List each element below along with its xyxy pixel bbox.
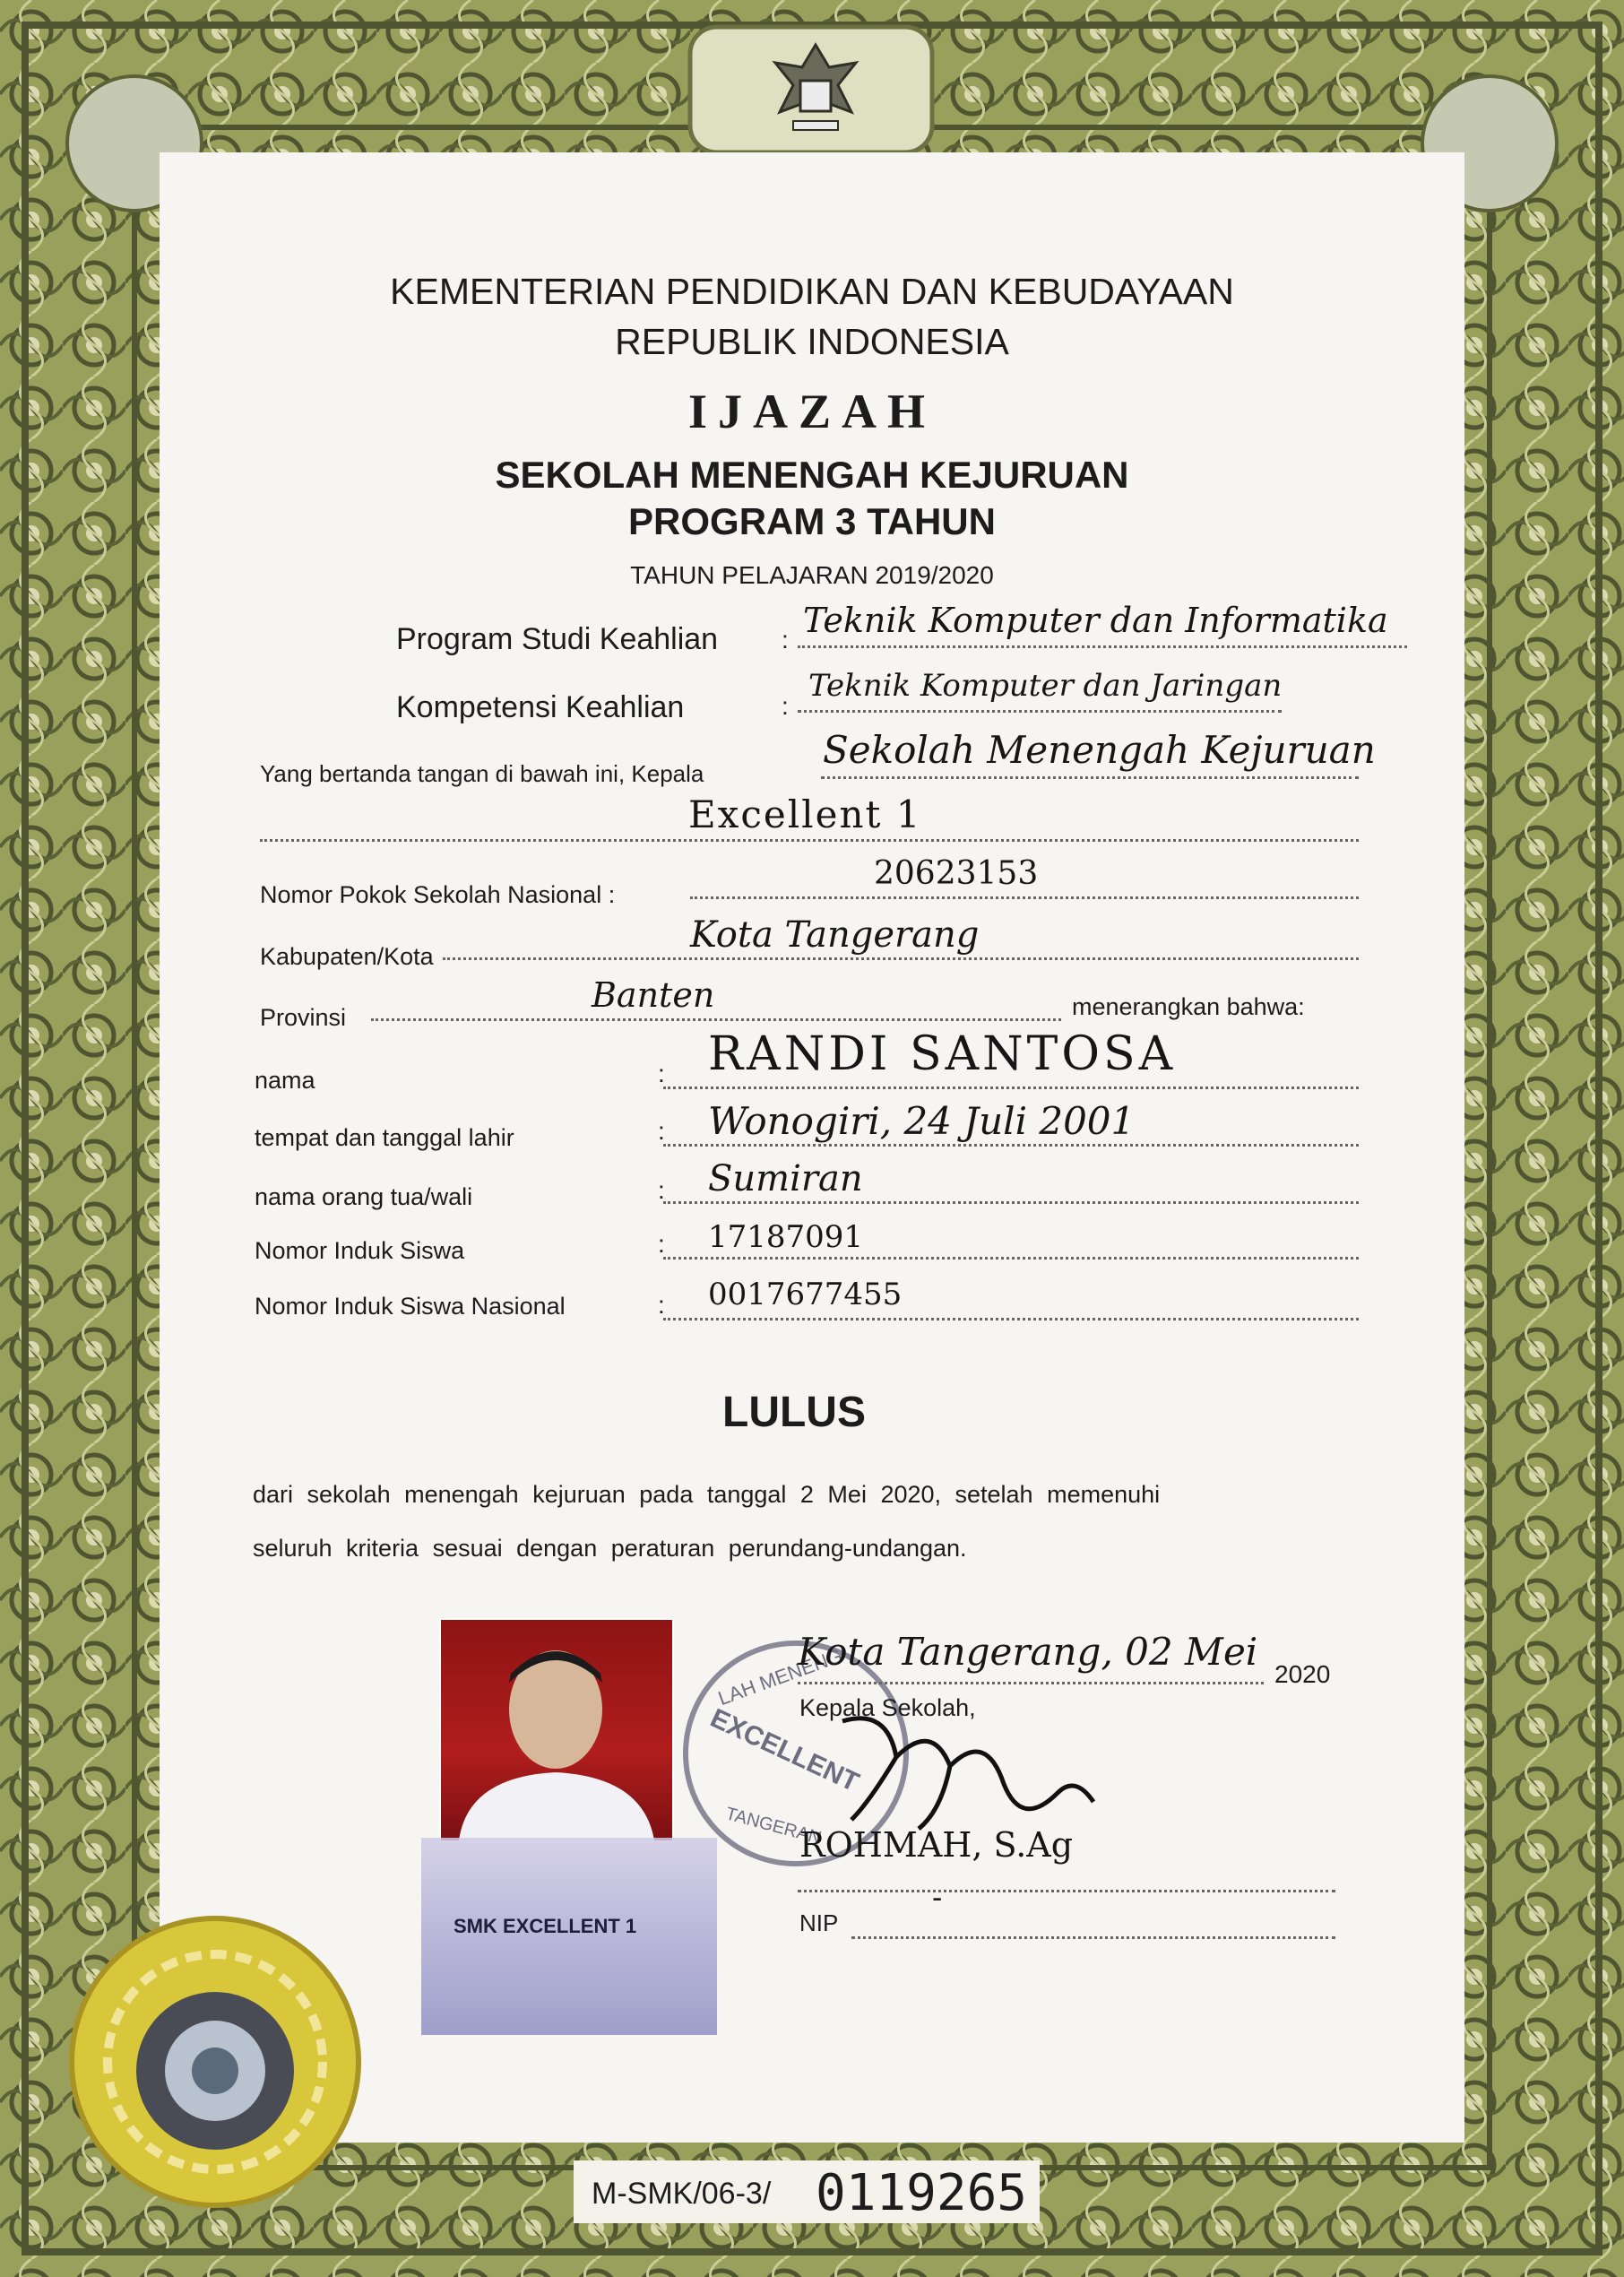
stamp-text-top: LAH MENENG [714, 1643, 846, 1710]
nisn-value: 0017677455 [708, 1277, 903, 1312]
dotted-line [663, 1318, 1359, 1320]
ministry-line-1: KEMENTERIAN PENDIDIKAN DAN KEBUDAYAAN [390, 271, 1234, 312]
nis-value: 17187091 [708, 1219, 864, 1255]
states-text: menerangkan bahwa: [1072, 993, 1305, 1020]
colon: : [658, 1176, 665, 1204]
npsn-value: 20623153 [874, 855, 1039, 892]
colon: : [782, 626, 789, 654]
dotted-line [798, 645, 1407, 648]
nip-label: NIP [799, 1909, 839, 1936]
dotted-line [663, 1144, 1359, 1147]
stamp-text-middle: EXCELLENT [705, 1702, 864, 1798]
competence-label: Kompetensi Keahlian [396, 690, 685, 724]
province-label: Provinsi [260, 1004, 347, 1031]
sign-place-date: Kota Tangerang, 02 Mei [798, 1630, 1258, 1674]
colon: : [782, 692, 789, 720]
dotted-line [443, 957, 1359, 960]
nis-label: Nomor Induk Siswa [255, 1237, 465, 1264]
dotted-line [690, 896, 1359, 899]
dotted-line [798, 710, 1282, 713]
colon: : [658, 1117, 665, 1145]
signer-name: ROHMAH, S.Ag [799, 1825, 1074, 1865]
signer-role: Kepala Sekolah, [799, 1694, 976, 1721]
school-type-value: Sekolah Menengah Kejuruan [823, 728, 1376, 772]
school-type-line-2: PROGRAM 3 TAHUN [628, 500, 996, 542]
birth-label: tempat dan tanggal lahir [255, 1124, 514, 1151]
document-title: IJAZAH [687, 385, 937, 438]
serial-number-box [574, 2160, 1040, 2223]
regency-label: Kabupaten/Kota [260, 943, 434, 970]
photo-caption: SMK EXCELLENT 1 [454, 1915, 637, 1937]
dotted-line [798, 1890, 1335, 1892]
colon: : [658, 1230, 665, 1258]
colon: : [658, 1060, 665, 1087]
colon: : [658, 1291, 665, 1319]
dotted-line [260, 839, 1359, 842]
study-program-label: Program Studi Keahlian [396, 622, 719, 656]
serial-number: 0119265 [816, 2164, 1028, 2222]
dotted-line [851, 1936, 1335, 1939]
garuda-emblem-icon [766, 36, 865, 143]
study-program-value: Teknik Komputer dan Informatika [803, 601, 1388, 640]
nip-value: - [932, 1881, 943, 1915]
dotted-line [821, 776, 1359, 779]
serial-prefix: M-SMK/06-3/ [592, 2177, 772, 2211]
school-name: Excellent 1 [688, 792, 922, 836]
student-name-label: nama [255, 1067, 315, 1094]
gold-seal-icon [63, 1909, 367, 2214]
dotted-line [371, 1018, 1061, 1021]
student-name-value: RANDI SANTOSA [708, 1027, 1177, 1081]
parent-value: Sumiran [708, 1158, 863, 1199]
dotted-line [663, 1087, 1359, 1089]
npsn-label: Nomor Pokok Sekolah Nasional : [260, 881, 616, 908]
dotted-line [798, 1682, 1264, 1684]
parent-label: nama orang tua/wali [255, 1183, 473, 1210]
province-value: Banten [592, 975, 715, 1015]
statement-line-2: seluruh kriteria sesuai dengan peraturan perundang-undangan. [253, 1535, 967, 1562]
signer-intro: Yang bertanda tangan di bawah ini, Kepala [260, 760, 704, 787]
school-type-line-1: SEKOLAH MENENGAH KEJURUAN [495, 454, 1129, 496]
regency-value: Kota Tangerang [690, 914, 980, 956]
ministry-line-2: REPUBLIK INDONESIA [615, 321, 1009, 362]
birth-value: Wonogiri, 24 Juli 2001 [708, 1099, 1136, 1143]
dotted-line [663, 1257, 1359, 1260]
handwritten-signature [834, 1703, 1102, 1838]
dotted-line [663, 1201, 1359, 1204]
academic-year: TAHUN PELAJARAN 2019/2020 [630, 561, 994, 589]
competence-value: Teknik Komputer dan Jaringan [808, 668, 1283, 704]
sign-year: 2020 [1274, 1660, 1331, 1688]
graduation-status: LULUS [722, 1389, 866, 1436]
statement-line-1: dari sekolah menengah kejuruan pada tanggal 2 Mei 2020, setelah memenuhi [253, 1481, 1161, 1508]
student-photo [439, 1618, 674, 1842]
stamp-text-bottom: TANGERAN [723, 1804, 824, 1848]
nisn-label: Nomor Induk Siswa Nasional [255, 1293, 566, 1320]
portrait-icon [441, 1620, 672, 1840]
